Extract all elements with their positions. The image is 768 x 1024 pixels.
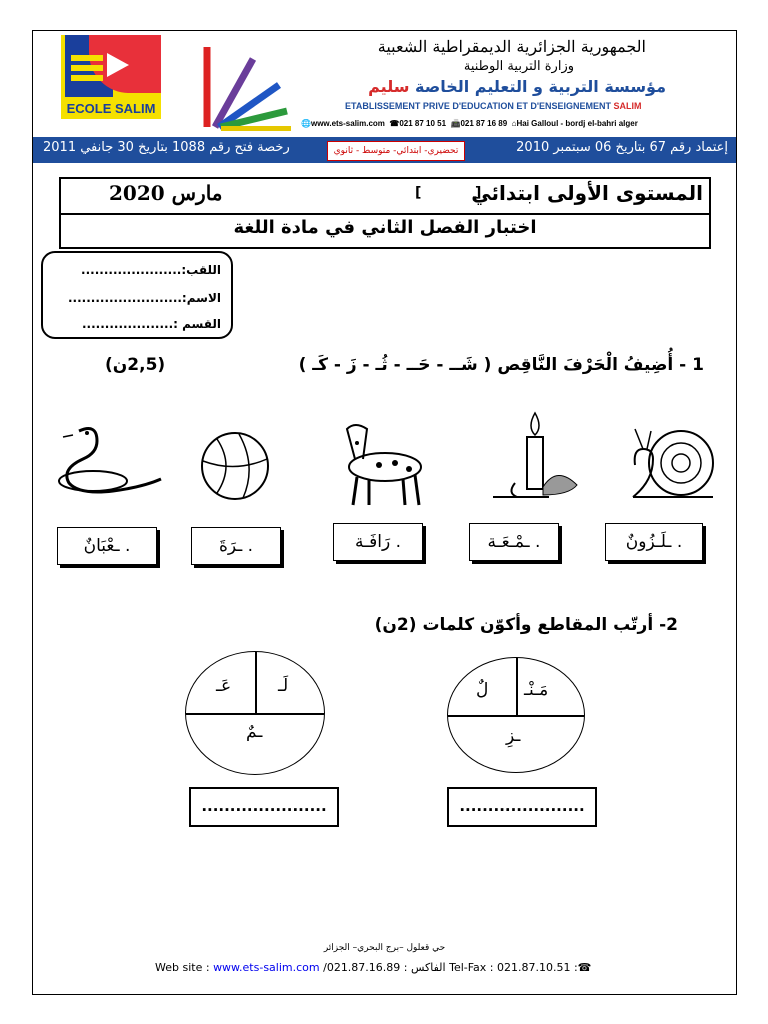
syllable-tr: لَـ bbox=[278, 676, 289, 696]
question-1-score: (2,5ن) bbox=[105, 355, 166, 375]
syllable-tl: عَـ bbox=[216, 676, 232, 696]
word-box-5[interactable]: . ـعْبَانٌ bbox=[57, 527, 157, 565]
pencils-illustration bbox=[195, 39, 295, 131]
home-icon: ⌂ bbox=[511, 119, 517, 128]
ball-picture bbox=[199, 429, 271, 503]
word-box-4[interactable]: . ـرَةَ bbox=[191, 527, 281, 565]
exam-title-box bbox=[59, 177, 711, 249]
phone-icon: ☎ bbox=[389, 119, 400, 128]
section-field[interactable]: القسم :.................... bbox=[81, 317, 221, 331]
student-info-box bbox=[41, 251, 233, 339]
license-text: رخصة فتح رقم 1088 بتاريخ 30 جانفي 2011 bbox=[43, 140, 290, 155]
level-bracket: [ ] bbox=[415, 185, 482, 201]
levels-badge: تحضيري- ابتدائي- متوسط - ثانوي bbox=[327, 141, 465, 161]
level-text: المستوى الأولى ابتدائي bbox=[471, 181, 703, 205]
exam-date: مارس 2020 bbox=[109, 181, 223, 205]
accreditation-text: إعتماد رقم 67 بتاريخ 06 سبتمبر 2010 bbox=[516, 140, 728, 155]
syllable-bottom: ـمٌ bbox=[246, 722, 263, 742]
ministry-title: وزارة التربية الوطنية bbox=[463, 59, 574, 74]
question-2: 2- أرتّب المقاطع وأكوّن كلمات (2ن) bbox=[374, 615, 678, 635]
syllable-circle-left bbox=[185, 651, 325, 775]
republic-title: الجمهورية الجزائرية الديمقراطية الشعبية bbox=[377, 37, 646, 56]
syllable-tl: لٌ bbox=[476, 680, 489, 700]
exam-title: اختبار الفصل الثاني في مادة اللغة bbox=[233, 217, 537, 238]
globe-icon: 🌐 bbox=[301, 119, 311, 128]
institution-title: مؤسسة التربية و التعليم الخاصة سليم bbox=[368, 77, 666, 96]
giraffe-picture bbox=[325, 419, 429, 507]
exam-page bbox=[32, 30, 737, 995]
surname-field[interactable]: اللقب:...................... bbox=[81, 263, 221, 277]
name-field[interactable]: الاسم:......................... bbox=[67, 291, 221, 305]
word-box-2[interactable]: . ـمْـعَـة bbox=[469, 523, 559, 561]
ecole-salim-logo bbox=[61, 35, 161, 119]
syllable-tr: مَـنْـ bbox=[524, 680, 549, 700]
footer-contact: Web site : www.ets-salim.com /021.87.16.89 : الفاكس Tel-Fax : 021.87.10.51 :☎ bbox=[155, 961, 592, 974]
accreditation-band bbox=[33, 137, 736, 163]
logo-text: ECOLE SALIM bbox=[61, 97, 161, 119]
word-box-3[interactable]: . رَافَـة bbox=[333, 523, 423, 561]
fax-icon: 📠 bbox=[450, 119, 461, 128]
syllable-circle-right bbox=[447, 657, 585, 773]
answer-box-right[interactable]: ...................... bbox=[447, 787, 597, 827]
snake-picture bbox=[53, 421, 163, 501]
contact-line: 🌐www.ets-salim.com ☎021 87 10 51 📠021 87 16 89 ⌂Hai Galloul - bordj el-bahri alger bbox=[301, 119, 638, 128]
footer-address: حي قعلول –برج البحري– الجزائر bbox=[323, 943, 446, 953]
answer-box-left[interactable]: ...................... bbox=[189, 787, 339, 827]
etablissement-title: ETABLISSEMENT PRIVE D'EDUCATION ET D'ENSEIGNEMENT SALIM bbox=[345, 101, 642, 111]
website-link[interactable]: www.ets-salim.com bbox=[213, 961, 320, 974]
syllable-bottom: ـزِ bbox=[506, 726, 521, 746]
question-1: 1 - أُضِيفُ الْحَرْفَ النَّاقِص ( شَــ - حَــ - ثُـ - زَ - كَـ ) bbox=[298, 355, 704, 375]
snail-picture bbox=[623, 421, 719, 505]
word-box-1[interactable]: . ـلَـزُونٌ bbox=[605, 523, 703, 561]
candle-picture bbox=[483, 409, 583, 501]
